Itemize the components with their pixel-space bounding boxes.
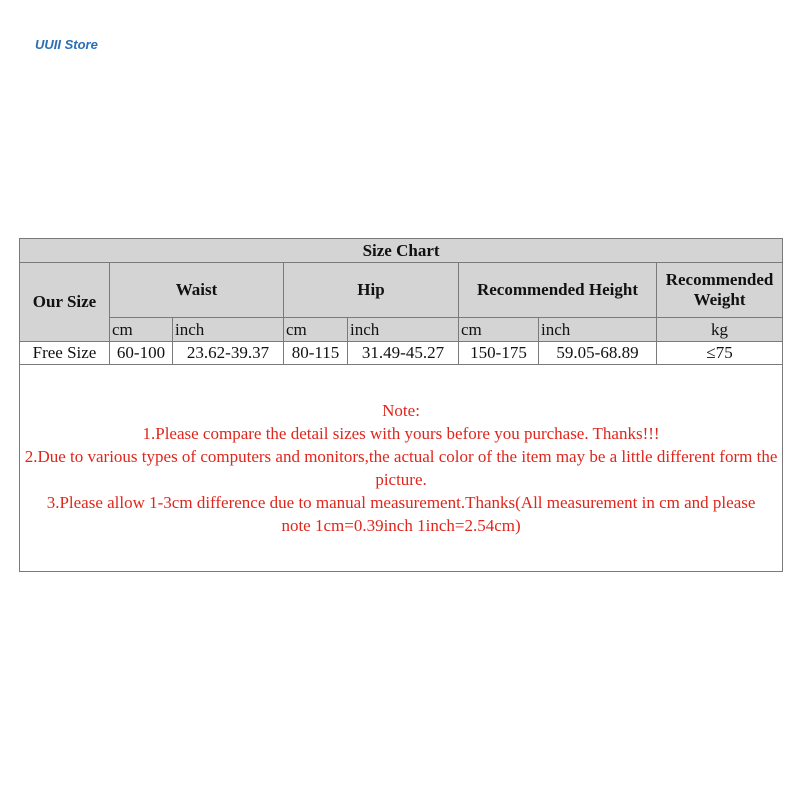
header-our-size: Our Size <box>20 263 110 342</box>
unit-cell: inch <box>173 318 284 342</box>
note-3: 3.Please allow 1-3cm difference due to manual measurement.Thanks(All measurement in cm and please note 1cm=0.39inch 1inch=2.54cm) <box>46 493 756 535</box>
header-weight-line1: Recommended <box>665 270 774 290</box>
cell-height-inch: 59.05-68.89 <box>539 342 657 365</box>
cell-waist-cm: 60-100 <box>110 342 173 365</box>
store-name: UUII Store <box>35 37 98 52</box>
cell-waist-inch: 23.62-39.37 <box>173 342 284 365</box>
note-heading: Note: <box>382 401 420 420</box>
header-height: Recommended Height <box>459 263 657 318</box>
unit-cell: cm <box>110 318 173 342</box>
unit-cell: cm <box>284 318 348 342</box>
table-row <box>20 342 783 365</box>
note-2: 2.Due to various types of computers and monitors,the actual color of the item may be a little different form the picture. <box>24 447 778 489</box>
cell-height-cm: 150-175 <box>459 342 539 365</box>
cell-weight-kg: ≤75 <box>657 342 783 365</box>
cell-hip-inch: 31.49-45.27 <box>348 342 459 365</box>
header-weight <box>657 263 783 318</box>
cell-size: Free Size <box>20 342 110 365</box>
unit-cell: cm <box>459 318 539 342</box>
notes <box>20 365 783 572</box>
note-1: 1.Please compare the detail sizes with yours before you purchase. Thanks!!! <box>142 424 660 443</box>
header-weight-line2: Weight <box>693 290 746 309</box>
unit-cell: kg <box>657 318 783 342</box>
unit-cell: inch <box>348 318 459 342</box>
table-title: Size Chart <box>20 239 783 263</box>
header-hip: Hip <box>284 263 459 318</box>
size-chart-table <box>19 238 783 572</box>
header-waist: Waist <box>110 263 284 318</box>
cell-hip-cm: 80-115 <box>284 342 348 365</box>
unit-cell: inch <box>539 318 657 342</box>
